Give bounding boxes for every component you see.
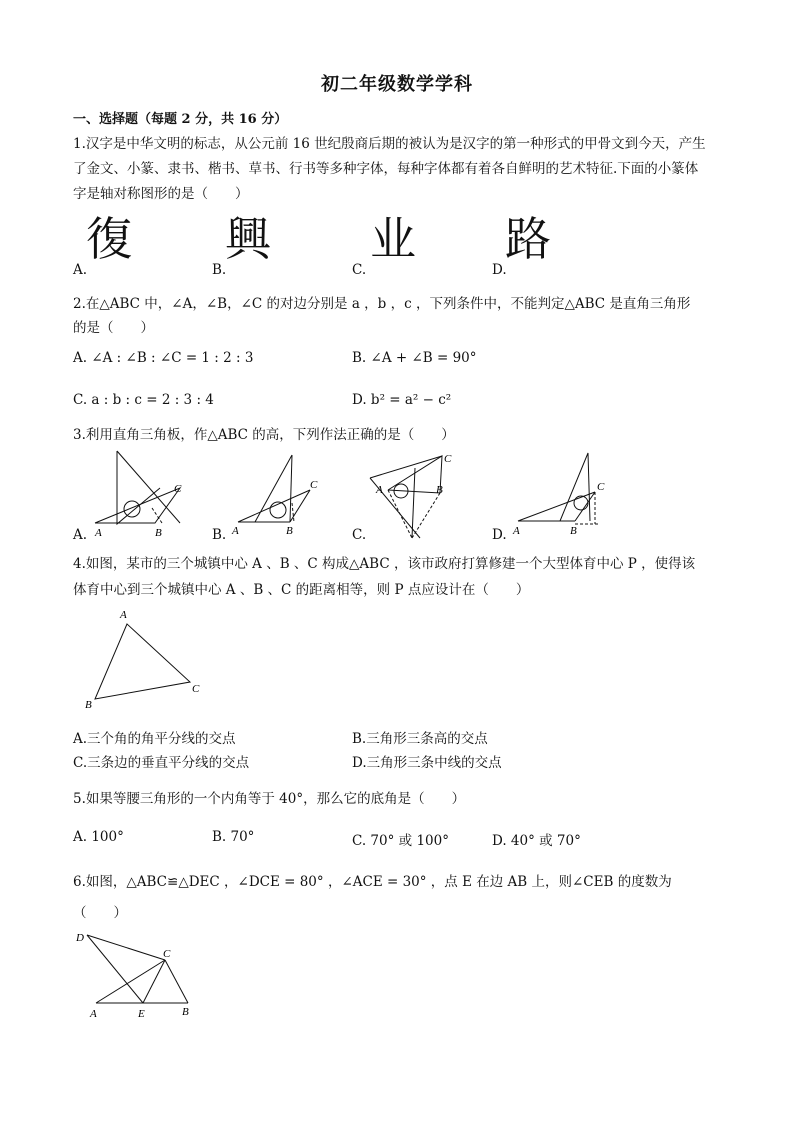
q3-d-label-c: C bbox=[597, 481, 605, 493]
q2-option-b: B. ∠A + ∠B = 90° bbox=[352, 350, 477, 366]
q4-label-b: B bbox=[85, 699, 92, 711]
q3-figure-d bbox=[518, 453, 600, 524]
q3-option-d: D. bbox=[492, 527, 507, 543]
q2-option-c: C. a : b : c = 2 : 3 : 4 bbox=[73, 392, 214, 408]
q6-label-c: C bbox=[163, 948, 171, 960]
q6-label-d: D bbox=[76, 932, 84, 944]
q3-figure-c bbox=[370, 456, 442, 538]
q3-option-a: A. bbox=[73, 527, 88, 543]
q3-c-label-a: A bbox=[376, 484, 383, 496]
q2-text-line1: 2.在△ABC 中，∠A，∠B，∠C 的对边分别是 a ，b ，c ，下列条件中，不能判定△ABC 是直角三角形 bbox=[73, 296, 691, 312]
q5-text-line1: 5.如果等腰三角形的一个内角等于 40°，那么它的底角是（ ） bbox=[73, 791, 466, 807]
q6-label-b: B bbox=[182, 1006, 189, 1018]
q6-text-line2: （ ） bbox=[73, 905, 127, 921]
q1-option-a-glyph: 復 bbox=[86, 212, 132, 266]
q4-option-c: C.三条边的垂直平分线的交点 bbox=[73, 755, 250, 771]
q2-option-d: D. b² = a² − c² bbox=[352, 392, 452, 408]
q1-option-c-label: C. bbox=[352, 262, 367, 278]
q2-text-line2: 的是（ ） bbox=[73, 320, 154, 336]
q3-a-label-c: C bbox=[174, 483, 182, 495]
q1-option-b-glyph: 興 bbox=[225, 212, 271, 266]
q6-label-e: E bbox=[138, 1008, 145, 1020]
q1-option-d-label: D. bbox=[492, 262, 507, 278]
q3-figure-a bbox=[95, 451, 180, 524]
q6-segment-ac bbox=[96, 960, 165, 1003]
q3-option-c: C. bbox=[352, 527, 367, 543]
q6-segment-de bbox=[87, 935, 143, 1003]
q3-c-label-c: C bbox=[444, 453, 452, 465]
q3-text-line1: 3.利用直角三角板，作△ABC 的高，下列作法正确的是（ ） bbox=[73, 427, 455, 443]
q3-option-b: B. bbox=[212, 527, 227, 543]
q1-option-b-label: B. bbox=[212, 262, 227, 278]
q6-text-line1: 6.如图，△ABC≌△DEC ，∠DCE = 80° ，∠ACE = 30° ，点 E 在边 AB 上，则∠CEB 的度数为 bbox=[73, 874, 672, 890]
q4-text-line2: 体育中心到三个城镇中心 A 、B 、C 的距离相等，则 P 点应设计在（ ） bbox=[73, 582, 530, 598]
q6-label-a: A bbox=[90, 1008, 97, 1020]
q4-text-line1: 4.如图，某市的三个城镇中心 A 、B 、C 构成△ABC ，该市政府打算修建一个大型体育中心 P ，使得该 bbox=[73, 556, 696, 572]
q3-b-label-c: C bbox=[310, 479, 318, 491]
q5-option-a: A. 100° bbox=[73, 829, 124, 845]
q6-segment-dc bbox=[87, 935, 165, 960]
q6-figure bbox=[70, 925, 210, 1025]
section-heading: 一、选择题（每题 2 分，共 16 分） bbox=[73, 112, 288, 127]
q1-text-line1: 1.汉字是中华文明的标志，从公元前 16 世纪殷商后期的被认为是汉字的第一种形式的甲骨文到今天，产生 bbox=[73, 136, 706, 152]
q4-triangle bbox=[95, 624, 190, 699]
q4-option-b: B.三角形三条高的交点 bbox=[352, 731, 488, 747]
q4-label-a: A bbox=[120, 609, 127, 621]
q3-d-label-a: A bbox=[513, 525, 520, 537]
q3-figure-b bbox=[238, 455, 310, 522]
q4-triangle-figure bbox=[80, 604, 210, 714]
q3-b-label-b: B bbox=[286, 525, 293, 537]
q3-c-label-b: B bbox=[436, 484, 443, 496]
q4-option-d: D.三角形三条中线的交点 bbox=[352, 755, 502, 771]
q3-b-label-a: A bbox=[232, 525, 239, 537]
q1-option-a-label: A. bbox=[73, 262, 88, 278]
q5-option-b: B. 70° bbox=[212, 829, 255, 845]
page-title: 初二年级数学学科 bbox=[321, 74, 473, 95]
q3-a-label-a: A bbox=[95, 527, 102, 539]
q1-option-d-glyph: 路 bbox=[505, 212, 551, 266]
q3-d-label-b: B bbox=[570, 525, 577, 537]
q4-option-a: A.三个角的角平分线的交点 bbox=[73, 731, 236, 747]
q3-a-label-b: B bbox=[155, 527, 162, 539]
q5-option-c: C. 70° 或 100° bbox=[352, 833, 449, 849]
q1-option-c-glyph: 业 bbox=[370, 212, 416, 266]
q1-text-line3: 字是轴对称图形的是（ ） bbox=[73, 186, 249, 202]
q5-option-d: D. 40° 或 70° bbox=[492, 833, 581, 849]
q4-label-c: C bbox=[192, 683, 200, 695]
q1-text-line2: 了金文、小篆、隶书、楷书、草书、行书等多种字体，每种字体都有着各自鲜明的艺术特征.下面的小篆体 bbox=[73, 161, 699, 177]
q3-figures bbox=[70, 448, 610, 543]
q2-option-a: A. ∠A : ∠B : ∠C = 1 : 2 : 3 bbox=[73, 350, 254, 366]
q6-segment-cb bbox=[165, 960, 188, 1003]
